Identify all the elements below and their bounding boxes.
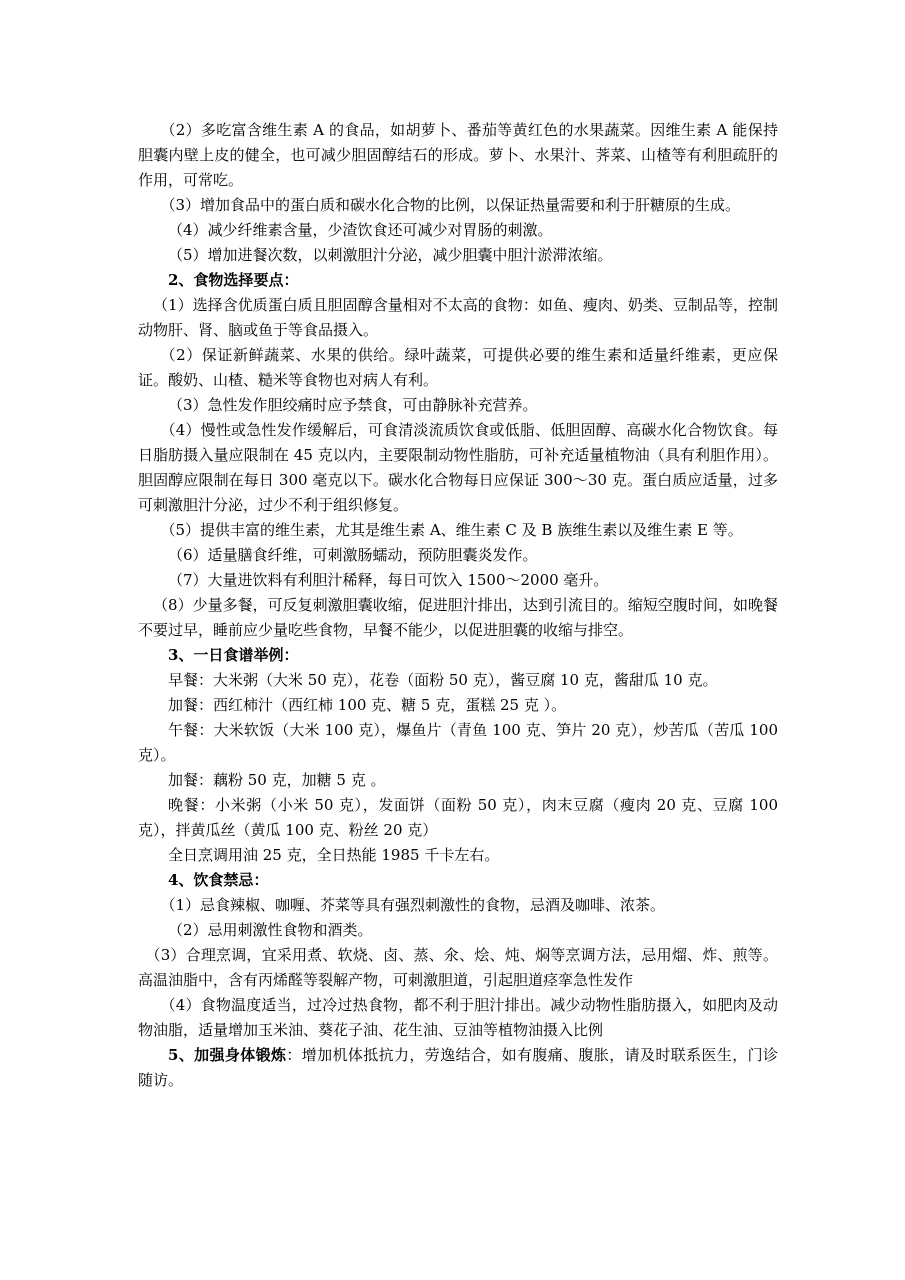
section-heading: 4、饮食禁忌：: [168, 871, 269, 889]
paragraph: 加餐：藕粉 50 克，加糖 5 克 。: [168, 771, 386, 789]
exercise-paragraph: [138, 1043, 778, 1093]
paragraph: （4）减少纤维素含量，少渣饮食还可减少对胃肠的刺激。: [168, 221, 553, 239]
paragraph: 晚餐：小米粥（小米 50 克），发面饼（面粉 50 克），肉末豆腐（瘦肉 20 克、豆腐 100 克），拌黄瓜丝（黄瓜 100 克、粉丝 20 克）: [138, 796, 778, 839]
exercise-text: ：增加机体抵抗力，劳逸结合，如有腹痛、腹胀，请及时联系医生，门诊随访。: [138, 1046, 778, 1089]
paragraph: （1）选择含优质蛋白质且胆固醇含量相对不太高的食物：如鱼、瘦肉、奶类、豆制品等，控制动物肝、肾、脑或鱼于等食品摄入。: [138, 296, 778, 339]
paragraph: （3）合理烹调，宜采用煮、软烧、卤、蒸、氽、烩、炖、焖等烹调方法，忌用熘、炸、煎等。高温油脂中，含有丙烯醛等裂解产物，可刺激胆道，引起胆道痉挛急性发作: [138, 946, 778, 989]
paragraph: （5）增加进餐次数，以刺激胆汁分泌，减少胆囊中胆汁淤滞浓缩。: [168, 246, 613, 264]
paragraph: 午餐：大米软饭（大米 100 克），爆鱼片（青鱼 100 克、笋片 20 克），炒苦瓜（苦瓜 100 克）。: [138, 721, 778, 764]
exercise-heading: 5、加强身体锻炼: [168, 1046, 287, 1064]
paragraph: 加餐：西红柿汁（西红柿 100 克、糖 5 克，蛋糕 25 克 ）。: [168, 696, 567, 714]
paragraph: （5）提供丰富的维生素，尤其是维生素 A、维生素 C 及 B 族维生素以及维生素 E 等。: [160, 521, 743, 539]
paragraph: （1）忌食辣椒、咖喱、芥菜等具有强烈刺激性的食物，忌酒及咖啡、浓茶。: [160, 896, 666, 914]
paragraph: （4）食物温度适当，过冷过热食物，都不利于胆汁排出。减少动物性脂肪摄入，如肥肉及动物油脂，适量增加玉米油、葵花子油、花生油、豆油等植物油摄入比例: [138, 996, 778, 1039]
document-body: [138, 118, 778, 1043]
paragraph: （8）少量多餐，可反复刺激胆囊收缩，促进胆汁排出，达到引流目的。缩短空腹时间，如晚餐不要过早，睡前应少量吃些食物，早餐不能少，以促进胆囊的收缩与排空。: [138, 596, 778, 639]
paragraph: （6）适量膳食纤维，可刺激肠蠕动，预防胆囊炎发作。: [168, 546, 538, 564]
paragraph: （3）急性发作胆绞痛时应予禁食，可由静脉补充营养。: [168, 396, 538, 414]
paragraph: （2）多吃富含维生素 A 的食品，如胡萝卜、番茄等黄红色的水果蔬菜。因维生素 A 能保持胆囊内壁上皮的健全，也可减少胆固醇结石的形成。萝卜、水果汁、荠菜、山楂等有利胆疏肝的作用，可常吃。: [138, 121, 778, 189]
paragraph: 早餐：大米粥（大米 50 克），花卷（面粉 50 克），酱豆腐 10 克，酱甜瓜 10 克。: [168, 671, 718, 689]
paragraph: （3）增加食品中的蛋白质和碳水化合物的比例，以保证热量需要和利于肝糖原的生成。: [160, 196, 741, 214]
section-heading: 2、食物选择要点：: [168, 271, 299, 289]
paragraph: （2）保证新鲜蔬菜、水果的供给。绿叶蔬菜，可提供必要的维生素和适量纤维素，更应保证。酸奶、山楂、糙米等食物也对病人有利。: [138, 346, 778, 389]
section-heading: 3、一日食谱举例：: [168, 646, 299, 664]
paragraph: （7）大量进饮料有利胆汁稀释，每日可饮入 1500～2000 毫升。: [168, 571, 609, 589]
document-page: [138, 118, 778, 1093]
paragraph: （2）忌用刺激性食物和酒类。: [168, 921, 373, 939]
paragraph: （4）慢性或急性发作缓解后，可食清淡流质饮食或低脂、低胆固醇、高碳水化合物饮食。每日脂肪摄入量应限制在 45 克以内，主要限制动物性脂肪，可补充适量植物油（具有利胆作用）。胆固醇应限制在每日 300 毫克以下。碳水化合物每日应保证 300～30 克。蛋白质应适量，过多可刺激胆汁分泌，过少不利于组织修复。: [138, 421, 778, 514]
paragraph: 全日烹调用油 25 克，全日热能 1985 千卡左右。: [168, 846, 500, 864]
